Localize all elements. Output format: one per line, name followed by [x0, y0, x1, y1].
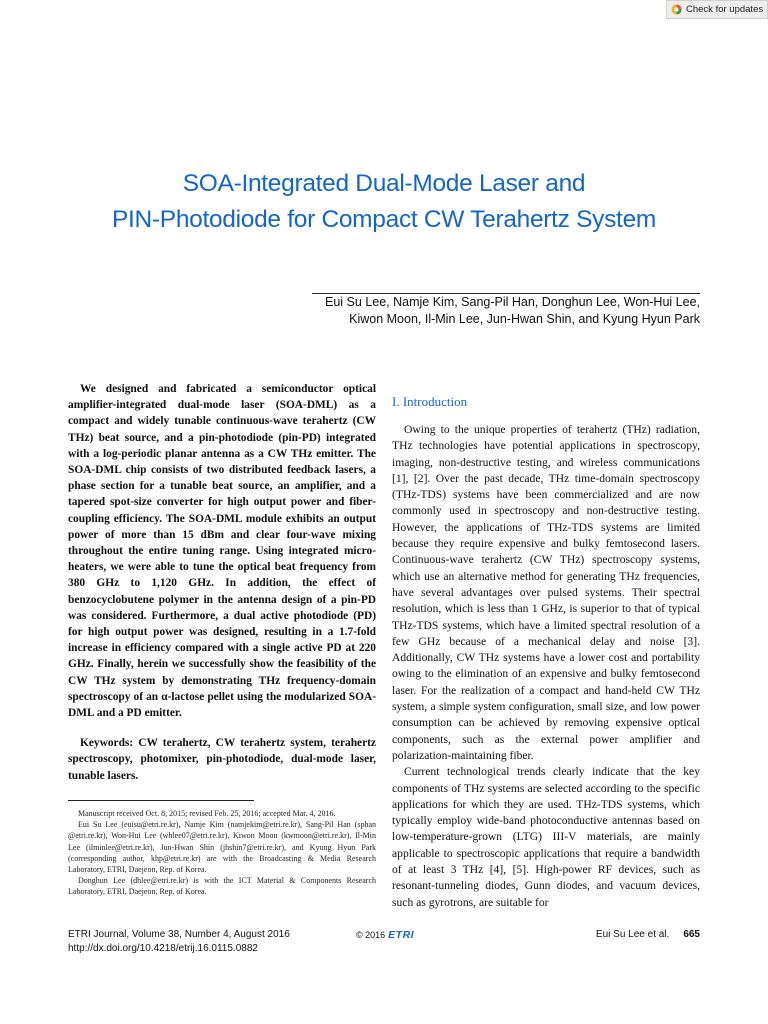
footnote-affiliations: Eui Su Lee (euisu@etri.re.kr), Namje Kim (namjekim@etri.re.kr), Sang-Pil Han (sphan @etri.re.kr), Won-Hui Lee (whlee07@etri.re.kr), Kiwon Moon (kwmoon@etri.re.kr), Il-Min Lee (ilminlee@etri.re.kr), Jun-Hwan Shin (jhshin7@etri.re.kr), and Kyung Hyun Park (corresponding author, khp@etri.re.kr) are with the Broadcasting & Media Research Laboratory, ETRI, Daejeon, Rep. of Korea. — [68, 820, 376, 875]
left-column — [68, 381, 376, 784]
author-list — [240, 294, 700, 328]
page-number: 665 — [683, 929, 700, 940]
section-heading: I. Introduction — [392, 394, 468, 409]
running-author: Eui Su Lee et al. — [595, 929, 670, 940]
journal-info: ETRI Journal, Volume 38, Number 4, August 2016 — [68, 929, 290, 940]
footnote-affiliation-2: Donghun Lee (dhlee@etri.re.kr) is with the ICT Material & Components Research Laboratory, ETRI, Daejeon, Rep. of Korea. — [68, 876, 376, 897]
footer-citation — [68, 928, 290, 956]
update-status-icon — [671, 4, 682, 15]
right-column — [392, 394, 700, 911]
authors-line-2: Kiwon Moon, Il-Min Lee, Jun-Hwan Shin, and Kyung Hyun Park — [349, 312, 700, 326]
badge-label: Check for updates — [686, 4, 764, 15]
paper-title — [30, 166, 738, 238]
copyright-text: © 2016 — [356, 930, 386, 940]
intro-paragraph-2: Current technological trends clearly indicate that the key components of THz systems are selected according to the specific applications for which they are used. THz-TDS systems, which typically employ wide-band photoconductive antennas based on low-temperature-grown (LTG) III-V materials, are mainly applicable to spectroscopic applications that require a bandwidth of at least 3 THz [4], [5]. High-power RF devices, such as resonant-tunneling diodes, Gunn diodes, and vacuum devices, such as gyrotrons, are suitable for — [392, 765, 700, 909]
footer-copyright — [356, 928, 414, 942]
authors-line-1: Eui Su Lee, Namje Kim, Sang-Pil Han, Donghun Lee, Won-Hui Lee, — [325, 295, 700, 309]
footnote-rule — [68, 800, 254, 801]
page-footer — [68, 928, 700, 958]
keywords: Keywords: CW terahertz, CW terahertz system, terahertz spectroscopy, photomixer, pin-photodiode, dual-mode laser, tunable lasers. — [68, 737, 376, 782]
check-for-updates-badge[interactable] — [666, 0, 768, 19]
intro-paragraph-1: Owing to the unique properties of terahertz (THz) radiation, THz technologies have potential applications in spectroscopy, imaging, non-destructive testing, and wireless communications [1], [2]. Over the past decade, THz time-domain spectroscopy (THz-TDS) systems have been commercialized and are now commonly used in spectroscopy and non-destructive testing. However, the applications of THz-TDS systems are limited because they require expensive and bulky femtosecond lasers. Continuous-wave terahertz (CW THz) spectroscopy systems, which use an alternative method for generating THz frequencies, have several advantages over pulsed systems. Their spectral resolution, which is less than 1 GHz, is superior to that of typical THz-TDS systems, which have a limited spectral resolution of a few GHz because of a mechanical delay and noise [3]. Additionally, CW THz systems have a lower cost and portability owing to the elimination of an expensive and bulky femtosecond laser. For the realization of a compact and hand-held CW THz system, a simple system configuration, small size, and low power consumption can be achieved by removing expensive optical components, such as the external power amplifier and polarization-maintaining fiber. — [392, 423, 700, 762]
etri-logo: ETRI — [388, 929, 415, 941]
footer-right — [596, 928, 700, 942]
footnotes — [68, 808, 376, 898]
title-line-2: PIN-Photodiode for Compact CW Terahertz System — [111, 206, 657, 233]
doi-link[interactable]: http://dx.doi.org/10.4218/etrij.16.0115.0882 — [68, 943, 258, 954]
title-line-1: SOA-Integrated Dual-Mode Laser and — [182, 170, 586, 197]
abstract: We designed and fabricated a semiconductor optical amplifier-integrated dual-mode laser (SOA-DML) as a compact and widely tunable continuous-wave terahertz (CW THz) beat source, and a pin-photodiode (pin-PD) integrated with a log-periodic planar antenna as a CW THz emitter. The SOA-DML chip consists of two distributed feedback lasers, a phase section for a tunable beat source, an amplifier, and a tapered spot-size converter for high output power and fiber-coupling efficiency. The SOA-DML module exhibits an output power of more than 15 dBm and clear four-wave mixing throughout the entire tuning range. Using integrated micro-heaters, we were able to tune the optical beat frequency from 380 GHz to 1,120 GHz. In addition, the effect of benzocyclobutene polymer in the antenna design of a pin-PD was considered. Furthermore, a dual active photodiode (PD) for high output power was designed, resulting in a 1.7-fold increase in efficiency compared with a single active PD at 220 GHz. Finally, herein we successfully show the feasibility of the CW THz system by demonstrating THz frequency-domain spectroscopy of an α-lactose pellet using the modularized SOA-DML and a PD emitter. — [68, 383, 376, 720]
footnote-manuscript: Manuscript received Oct. 8, 2015; revised Feb. 25, 2016; accepted Mar. 4, 2016. — [78, 809, 336, 818]
